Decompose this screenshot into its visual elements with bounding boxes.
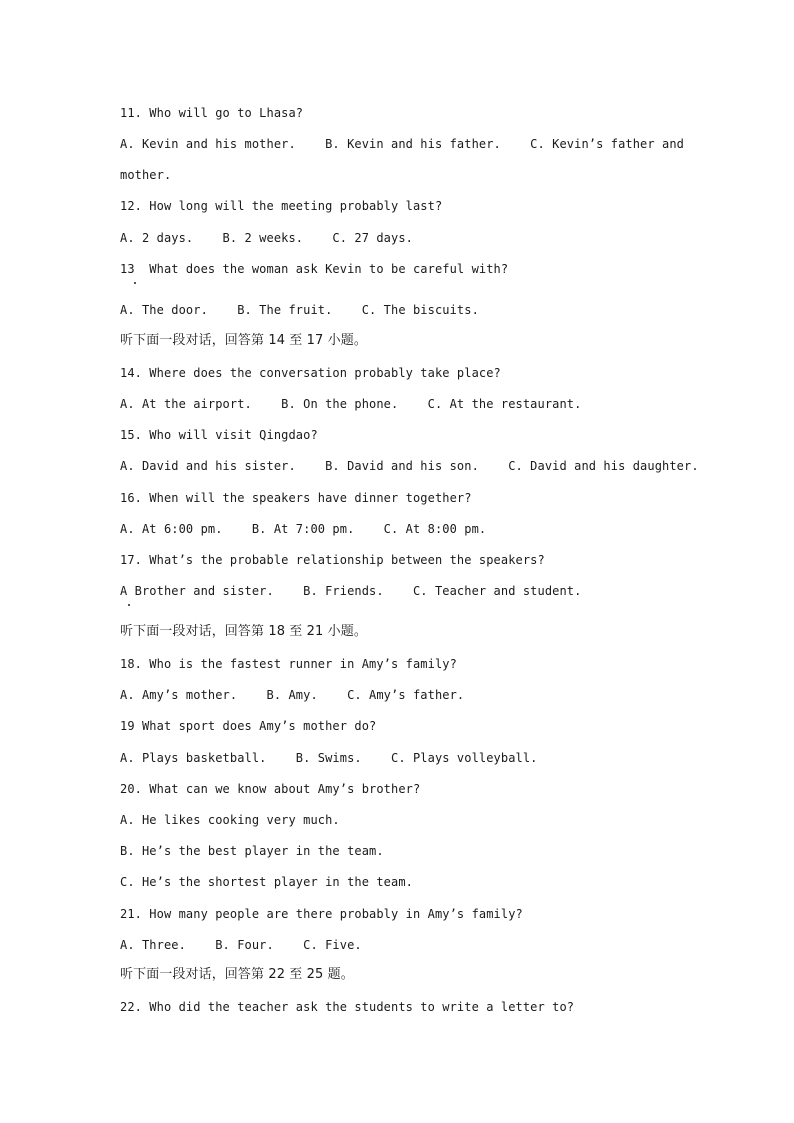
question-13: 13 What does the woman ask Kevin to be careful with?	[120, 262, 509, 276]
question-22: 22. Who did the teacher ask the students to write a letter to?	[120, 1000, 575, 1014]
question-14: 14. Where does the conversation probably take place?	[120, 366, 501, 380]
question-18: 18. Who is the fastest runner in Amy’s family?	[120, 657, 457, 671]
options-14: A. At the airport. B. On the phone. C. At the restaurant.	[120, 397, 582, 411]
question-19: 19 What sport does Amy’s mother do?	[120, 719, 377, 733]
section-instruction-22-25: 听下面一段对话，回答第 22 至 25 题。	[120, 967, 354, 982]
option-20-c: C. He’s the shortest player in the team.	[120, 875, 413, 889]
stray-mark	[134, 282, 136, 284]
options-15: A. David and his sister. B. David and his son. C. David and his daughter.	[120, 459, 699, 473]
question-12: 12. How long will the meeting probably last?	[120, 199, 443, 213]
options-21: A. Three. B. Four. C. Five.	[120, 938, 362, 952]
question-17: 17. What’s the probable relationship between the speakers?	[120, 553, 545, 567]
stray-mark	[128, 604, 130, 606]
option-20-b: B. He’s the best player in the team.	[120, 844, 384, 858]
options-13: A. The door. B. The fruit. C. The biscuits.	[120, 303, 479, 317]
options-18: A. Amy’s mother. B. Amy. C. Amy’s father.	[120, 688, 465, 702]
question-21: 21. How many people are there probably in Amy’s family?	[120, 907, 523, 921]
options-11-line-2: mother.	[120, 168, 172, 182]
question-15: 15. Who will visit Qingdao?	[120, 428, 318, 442]
option-20-a: A. He likes cooking very much.	[120, 813, 340, 827]
question-16: 16. When will the speakers have dinner together?	[120, 491, 472, 505]
options-17: A Brother and sister. B. Friends. C. Teacher and student.	[120, 584, 582, 598]
options-19: A. Plays basketball. B. Swims. C. Plays volleyball.	[120, 751, 538, 765]
options-16: A. At 6:00 pm. B. At 7:00 pm. C. At 8:00 pm.	[120, 522, 487, 536]
question-11: 11. Who will go to Lhasa?	[120, 106, 304, 120]
question-20: 20. What can we know about Amy’s brother?	[120, 782, 421, 796]
options-11-line-1: A. Kevin and his mother. B. Kevin and his father. C. Kevin’s father and	[120, 137, 684, 151]
section-instruction-14-17: 听下面一段对话，回答第 14 至 17 小题。	[120, 333, 367, 348]
options-12: A. 2 days. B. 2 weeks. C. 27 days.	[120, 231, 413, 245]
section-instruction-18-21: 听下面一段对话，回答第 18 至 21 小题。	[120, 624, 367, 639]
